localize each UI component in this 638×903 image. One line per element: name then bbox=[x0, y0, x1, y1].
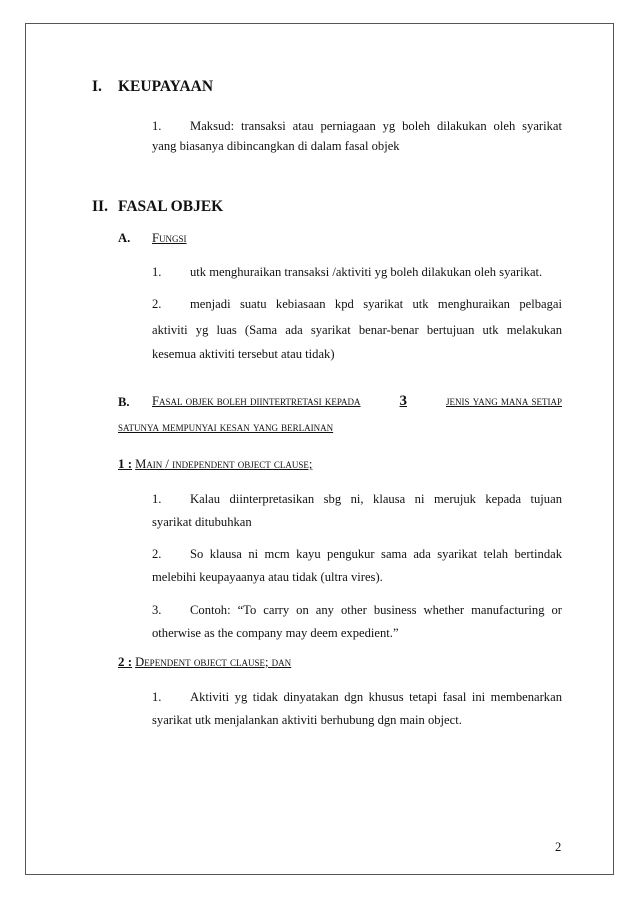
clause-2-item-1-number: 1. bbox=[152, 690, 162, 704]
clause-2-heading-text: Dependent object clause; dan bbox=[135, 655, 292, 669]
clause-1-item-2-line-2: melebihi keupayaanya atau tidak (ultra vires). bbox=[152, 570, 383, 584]
subsection-b-letter: B. bbox=[118, 395, 130, 409]
subsection-b-title-post: jenis yang mana setiap bbox=[446, 394, 562, 408]
section-1-item-1-line-2: yang biasanya dibincangkan di dalam fasal objek bbox=[152, 139, 400, 153]
clause-2-item-1-line-2: syarikat utk menjalankan aktiviti berhubung dgn main object. bbox=[152, 713, 462, 727]
section-1-title: KEUPAYAAN bbox=[118, 78, 214, 95]
section-2-title: FASAL OBJEK bbox=[118, 198, 224, 215]
clause-1-item-2-number: 2. bbox=[152, 547, 162, 561]
clause-1-item-1-line-2: syarikat ditubuhkan bbox=[152, 515, 252, 529]
subsection-a-item-2-line-2: aktiviti yg luas (Sama ada syarikat benar-benar bertujuan utk melakukan bbox=[152, 323, 562, 337]
section-1-item-1-line-1: Maksud: transaksi atau perniagaan yg boleh dilakukan oleh syarikat bbox=[190, 119, 562, 133]
subsection-a-title: Fungsi bbox=[152, 231, 187, 245]
clause-2-heading bbox=[118, 654, 291, 670]
section-1-number: I. bbox=[92, 78, 102, 95]
clause-1-item-3-line-1: Contoh: “To carry on any other business whether manufacturing or bbox=[190, 603, 562, 617]
clause-1-heading-number: 1 : bbox=[118, 456, 133, 471]
subsection-b-title-number: 3 bbox=[399, 393, 408, 409]
subsection-a-item-1-line-1: utk menghuraikan transaksi /aktiviti yg boleh dilakukan oleh syarikat. bbox=[190, 265, 543, 279]
page-number: 2 bbox=[555, 840, 562, 854]
clause-1-item-1-line-1: Kalau diinterpretasikan sbg ni, klausa ni merujuk kepada tujuan bbox=[190, 492, 562, 506]
clause-1-item-3-number: 3. bbox=[152, 603, 162, 617]
section-1-item-1-number: 1. bbox=[152, 119, 162, 133]
subsection-a-letter: A. bbox=[118, 231, 131, 245]
section-2-number: II. bbox=[92, 198, 108, 215]
subsection-a-item-2-line-3: kesemua aktiviti tersebut atau tidak) bbox=[152, 347, 335, 361]
clause-1-item-1-number: 1. bbox=[152, 492, 162, 506]
subsection-b-title-line-2: satunya mempunyai kesan yang berlainan bbox=[118, 420, 334, 434]
subsection-b-title-pre: Fasal objek boleh diintertretasi kepada bbox=[152, 394, 361, 408]
clause-1-heading-text: Main / independent object clause; bbox=[135, 457, 313, 471]
subsection-b-title-line-1 bbox=[152, 393, 562, 410]
subsection-a-item-2-number: 2. bbox=[152, 297, 162, 311]
clause-1-heading bbox=[118, 456, 312, 472]
clause-2-item-1-line-1: Aktiviti yg tidak dinyatakan dgn khusus tetapi fasal ini membenarkan bbox=[190, 690, 562, 704]
clause-2-heading-number: 2 : bbox=[118, 654, 133, 669]
clause-1-item-2-line-1: So klausa ni mcm kayu pengukur sama ada syarikat telah bertindak bbox=[190, 547, 562, 561]
subsection-a-item-1-number: 1. bbox=[152, 265, 162, 279]
subsection-a-item-2-line-1: menjadi suatu kebiasaan kpd syarikat utk menghuraikan pelbagai bbox=[190, 297, 562, 311]
clause-1-item-3-line-2: otherwise as the company may deem expedient.” bbox=[152, 626, 399, 640]
